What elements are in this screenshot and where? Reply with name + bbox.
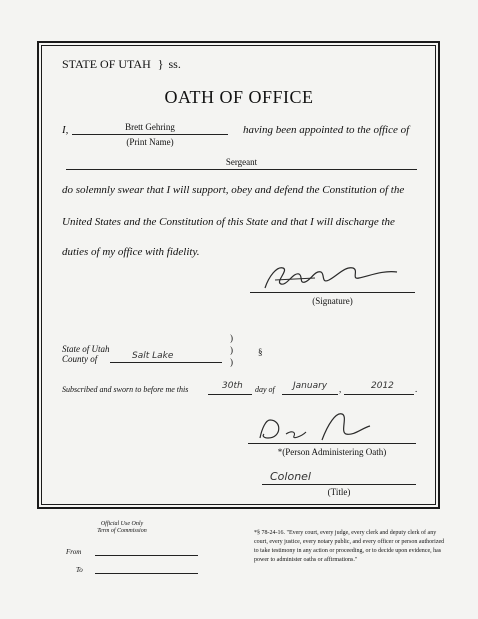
subscribed-prefix: Subscribed and sworn to before me this bbox=[62, 385, 189, 394]
comma: , bbox=[339, 384, 342, 394]
signature-line bbox=[250, 292, 415, 293]
name-value[interactable]: Brett Gehring bbox=[125, 122, 175, 132]
month-line bbox=[282, 394, 338, 395]
oath-line-3: duties of my office with fidelity. bbox=[62, 246, 200, 258]
from-label: From bbox=[66, 548, 82, 556]
appointed-text: having been appointed to the office of bbox=[243, 124, 410, 136]
office-value[interactable]: Sergeant bbox=[225, 157, 258, 167]
footnote: *§ 78-24-16. "Every court, every judge, every clerk and deputy clerk of any court, every justice, every notary public, and every officer or person authorized to take testimony in any action or proceeding, or to decide upon evidence, has power to administer oaths or affirmations." bbox=[254, 530, 445, 563]
from-line bbox=[95, 555, 198, 556]
administering-label: *(Person Administering Oath) bbox=[277, 447, 387, 457]
print-name-label: (Print Name) bbox=[126, 137, 174, 147]
county-value[interactable]: Salt Lake bbox=[132, 351, 174, 361]
state-of-utah-label: State of Utah bbox=[62, 344, 110, 354]
day-of-label: day of bbox=[255, 385, 275, 394]
oath-line-1: do solemnly swear that I will support, obey and defend the Constitution of the bbox=[62, 184, 405, 196]
office-line bbox=[66, 169, 417, 170]
county-line bbox=[110, 362, 222, 363]
term-of-commission-label: Term of Commission bbox=[97, 528, 147, 534]
section-mark: § bbox=[258, 347, 263, 357]
venue-paren-3: ) bbox=[230, 357, 233, 367]
i-label: I, bbox=[62, 124, 69, 136]
signature-image bbox=[255, 258, 405, 294]
document-title: OATH OF OFFICE bbox=[164, 87, 314, 107]
year-line bbox=[344, 394, 414, 395]
venue-paren-2: ) bbox=[230, 345, 233, 355]
title-value[interactable]: Colonel bbox=[270, 470, 311, 483]
state-header bbox=[62, 57, 181, 72]
administering-line bbox=[248, 443, 416, 444]
venue-paren-1: ) bbox=[230, 333, 233, 343]
official-use-label: Official Use Only bbox=[100, 521, 144, 527]
to-label: To bbox=[76, 566, 83, 574]
signature-label: (Signature) bbox=[312, 296, 353, 306]
brace: } bbox=[157, 57, 164, 71]
day-value[interactable]: 30th bbox=[222, 381, 243, 391]
oath-line-2: United States and the Constitution of this State and that I will discharge the bbox=[62, 216, 395, 228]
month-value[interactable]: January bbox=[293, 381, 328, 391]
state-label: STATE OF UTAH bbox=[62, 57, 151, 71]
title-label: (Title) bbox=[327, 487, 351, 497]
day-line bbox=[208, 394, 252, 395]
year-value[interactable]: 2012 bbox=[371, 381, 394, 391]
administering-signature-image bbox=[252, 410, 382, 444]
period: . bbox=[415, 384, 418, 394]
ss-label: ss. bbox=[168, 57, 181, 71]
county-label: County of bbox=[62, 354, 98, 364]
name-line bbox=[72, 134, 228, 135]
to-line bbox=[95, 573, 198, 574]
title-line bbox=[262, 484, 416, 485]
